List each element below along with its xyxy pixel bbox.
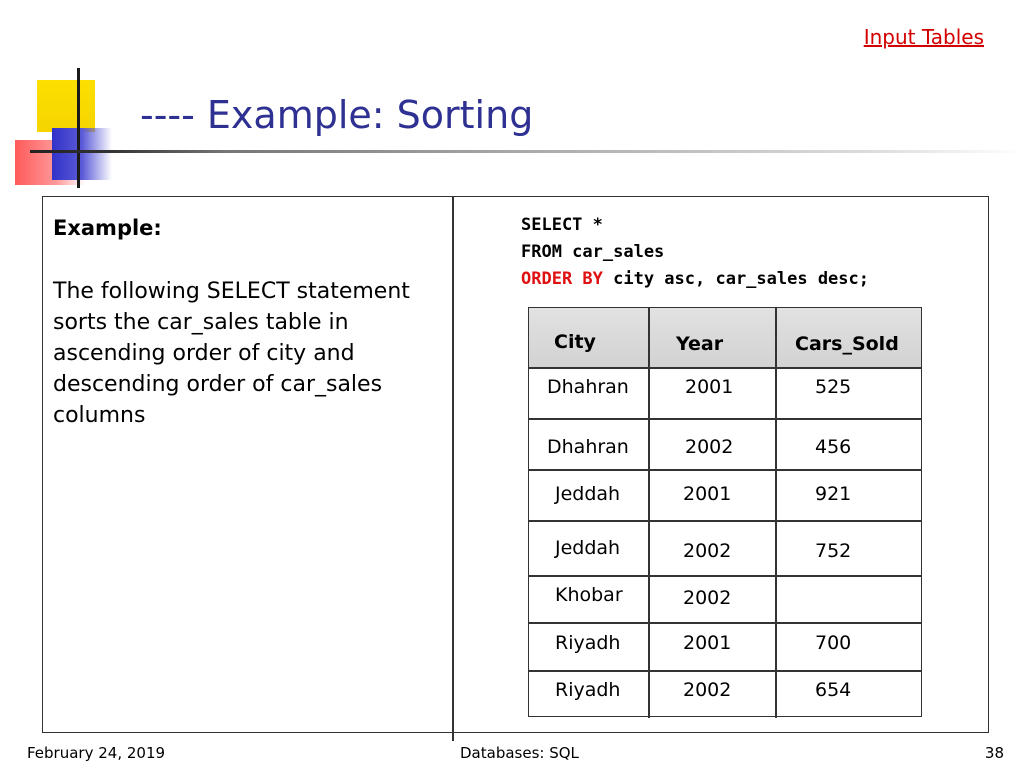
table-cell-city: Jeddah [555, 537, 621, 559]
sql-line-select: SELECT * [521, 215, 603, 235]
sql-order-by-keyword: ORDER BY [521, 269, 603, 289]
table-cell-year: 2002 [683, 679, 732, 701]
row-divider [529, 520, 921, 522]
table-cell-cars-sold: 752 [815, 540, 852, 562]
table-cell-city: Dhahran [547, 376, 629, 398]
table-cell-year: 2002 [683, 587, 732, 609]
table-cell-cars-sold: 921 [815, 483, 852, 505]
sql-code-block [521, 212, 869, 293]
row-divider [529, 418, 921, 420]
car-sales-table [528, 307, 922, 717]
table-cell-year: 2002 [685, 436, 734, 458]
content-divider [452, 196, 454, 741]
column-divider [775, 308, 777, 718]
sql-order-by-clause: city asc, car_sales desc; [602, 269, 869, 289]
table-cell-cars-sold: 700 [815, 632, 852, 654]
example-heading: Example: [53, 216, 162, 240]
row-divider [529, 622, 921, 624]
example-description: The following SELECT statement sorts the car_sales table in ascending order of city and descending order of car_sales columns [53, 279, 410, 428]
decorative-yellow-square [37, 80, 95, 132]
table-cell-city: Riyadh [555, 679, 621, 701]
table-cell-year: 2001 [683, 632, 732, 654]
decorative-vertical-line [77, 68, 80, 188]
input-tables-link[interactable]: Input Tables [863, 25, 984, 49]
sql-line-from: FROM car_sales [521, 242, 665, 262]
table-cell-city: Jeddah [555, 483, 621, 505]
row-divider [529, 575, 921, 577]
row-divider [529, 367, 921, 369]
footer-course: Databases: SQL [460, 744, 579, 762]
footer-page-number: 38 [984, 744, 1004, 762]
slide-title: ---- Example: Sorting [140, 93, 534, 137]
column-header-city: City [554, 331, 596, 353]
table-cell-year: 2002 [683, 540, 732, 562]
table-cell-cars-sold: 654 [815, 679, 852, 701]
table-cell-city: Khobar [555, 584, 623, 606]
column-divider [648, 308, 650, 718]
table-cell-year: 2001 [683, 483, 732, 505]
row-divider [529, 670, 921, 672]
table-cell-cars-sold: 456 [815, 436, 852, 458]
column-header-cars-sold: Cars_Sold [795, 333, 899, 355]
table-cell-cars-sold: 525 [815, 376, 852, 398]
footer-date: February 24, 2019 [27, 744, 166, 762]
table-cell-city: Dhahran [547, 436, 629, 458]
column-header-year: Year [676, 333, 724, 355]
decorative-blue-square [52, 128, 112, 180]
table-cell-city: Riyadh [555, 632, 621, 654]
title-underline [30, 150, 1024, 153]
row-divider [529, 469, 921, 471]
table-cell-year: 2001 [685, 376, 734, 398]
